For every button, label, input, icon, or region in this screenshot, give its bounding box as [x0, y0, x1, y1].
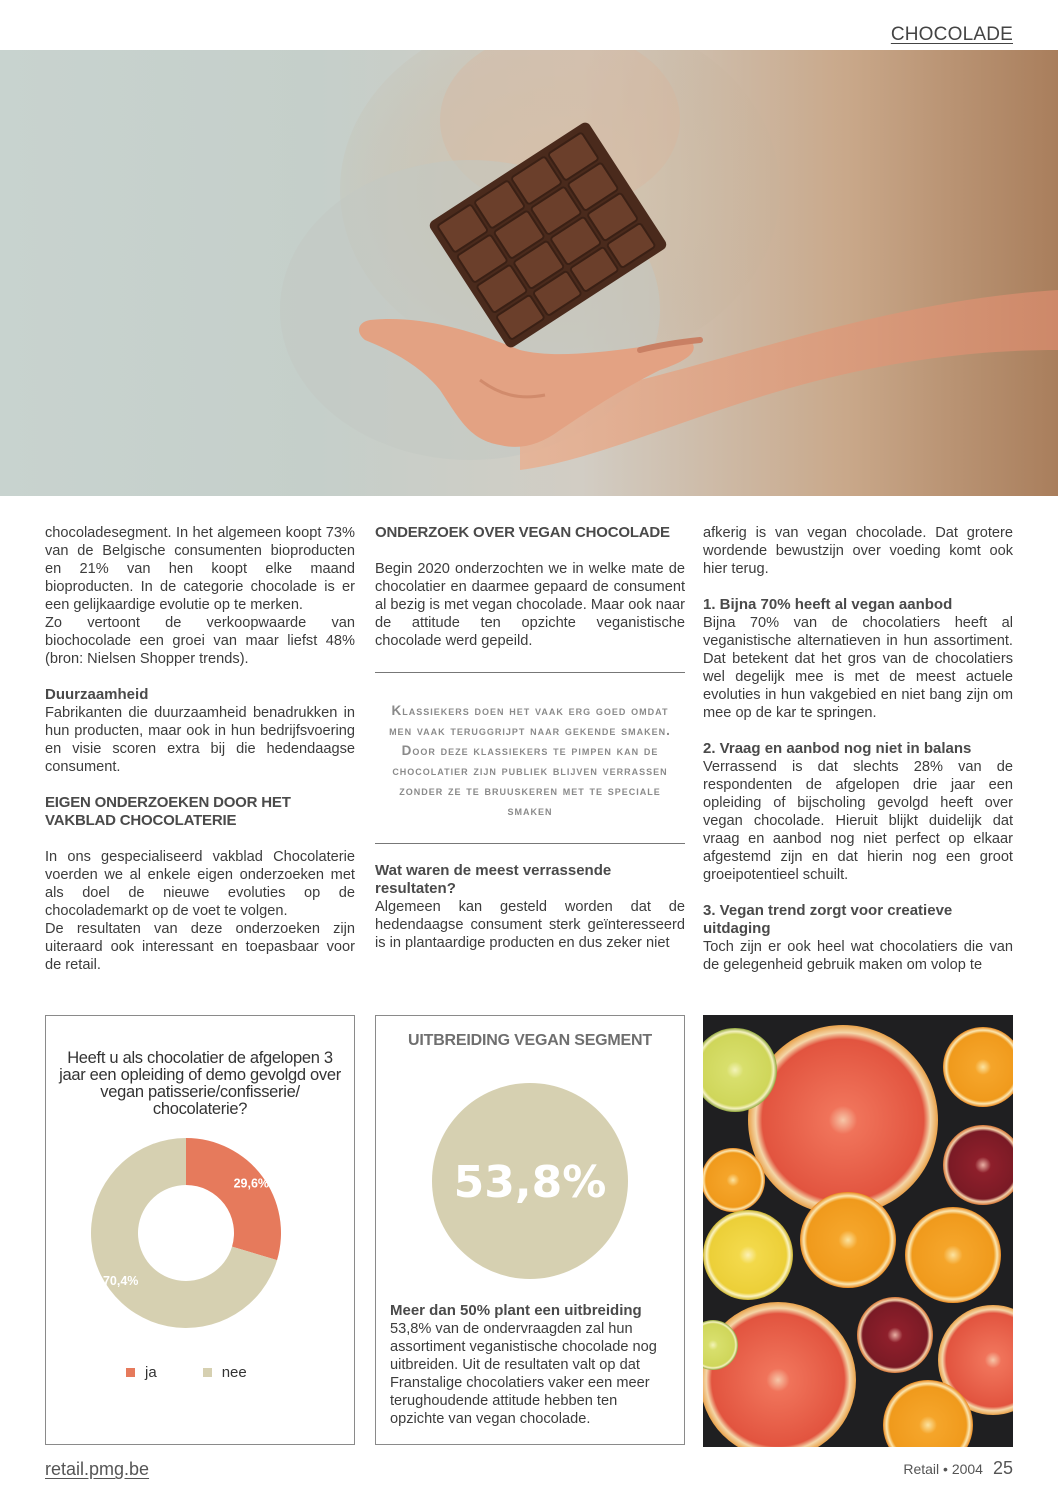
hero-illustration: [0, 50, 1058, 496]
footer-url[interactable]: retail.pmg.be: [45, 1459, 150, 1479]
donut-slice-ja: [186, 1138, 281, 1260]
box2-body: 53,8% van de ondervraagden zal hun assortiment veganistische chocolade nog uitbreiden. Uit de resultaten valt op dat Franstalige chocolatiers vaker een meer terughoudende attitude hebben ten opzichte van vegan chocolade.: [390, 1321, 657, 1427]
heading-vegan-trend: 3. Vegan trend zorgt voor creatieve uitdaging: [703, 902, 953, 937]
col2-paragraph-2: Algemeen kan gesteld worden dat de hedendaagse consument sterk geïnteresseerd is in plantaardige producten en dus zeker niet: [375, 899, 685, 951]
page-number: 25: [992, 1458, 1013, 1478]
section-label: CHOCOLADE: [890, 24, 1013, 45]
column-2: [375, 524, 685, 952]
heading-bijna-70: 1. Bijna 70% heeft al vegan aanbod: [703, 596, 953, 613]
column-1: [45, 524, 355, 974]
col2-paragraph-1: Begin 2020 onderzochten we in welke mate de chocolatier en daarmee gepaard de consument al bezig is met vegan chocolade. Maar ook naar de attitude ten opzichte veganistische chocolade werd gepeild.: [375, 561, 685, 649]
legend-item-nee: [203, 1364, 247, 1381]
col1-paragraph-4: In ons gespecialiseerd vakblad Chocolaterie voerden we al enkele eigen onderzoeken met als doel de nieuwe evoluties op de chocolademarkt op de voet te volgen.: [45, 849, 355, 919]
stat-value: 53,8%: [453, 1157, 607, 1208]
donut-label-nee: 70,4%: [102, 1274, 139, 1289]
heading-duurzaamheid: Duurzaamheid: [45, 686, 149, 703]
vegan-segment-box: [375, 1015, 685, 1445]
survey-chart-box: [45, 1015, 355, 1445]
citrus-illustration: [703, 1015, 1013, 1447]
footer-magazine: [903, 1458, 1013, 1479]
legend-swatch-nee: [203, 1368, 212, 1377]
heading-vraag-aanbod: 2. Vraag en aanbod nog niet in balans: [703, 740, 972, 757]
legend-label-nee: nee: [221, 1364, 247, 1381]
magazine-issue: Retail • 2004: [903, 1461, 983, 1477]
column-3: [703, 524, 1013, 974]
heading-verrassende-resultaten: Wat waren de meest verrassende resultaten?: [375, 862, 612, 897]
col1-paragraph-2: Zo vertoont de verkoopwaarde van biochocolade een groei van maar liefst 48% (bron: Nielsen Shopper trends).: [45, 615, 355, 667]
col3-paragraph-3: Verrassend is dat slechts 28% van de respondenten de afgelopen drie jaar een opleiding of bijscholing gevolgd heeft over vegan chocolade. Hieruit blijkt duidelijk dat vraag en aanbod nog niet perfect op elkaar afgestemd zijn en dat hierin nog een groot groeipotentieel schuilt.: [703, 759, 1013, 883]
col1-paragraph-1: chocoladesegment. In het algemeen koopt 73% van de Belgische consumenten bioproducten en 21% van hen koopt elke maand bioproducten. In de categorie chocolade is er een gelijkaardige evolutie op te merken.: [45, 525, 355, 613]
col3-paragraph-1: afkerig is van vegan chocolade. Dat grotere wordende bewustzijn over voeding komt ook hier terug.: [703, 525, 1013, 577]
chart-legend: [126, 1364, 247, 1381]
col3-paragraph-4: Toch zijn er ook heel wat chocolatiers die van de gelegenheid gebruik maken om volop te: [703, 939, 1013, 973]
citrus-photo: [703, 1015, 1013, 1447]
legend-label-ja: ja: [145, 1364, 157, 1381]
col3-paragraph-2: Bijna 70% van de chocolatiers heeft al veganistische alternatieven in hun assortiment. Dat betekent dat het gros van de chocolatiers wel degelijk mee is met de meest actuele evoluties in hun vakgebied en niet bang zijn om mee op de kar te springen.: [703, 615, 1013, 721]
big-stat-graphic: [376, 1061, 686, 1301]
box2-text: [390, 1302, 674, 1428]
chart-title: Heeft u als chocolatier de afgelopen 3 jaar een opleiding of demo gevolgd over vegan patisserie/confisserie/ chocolaterie?: [59, 1049, 341, 1118]
box2-title: UITBREIDING VEGAN SEGMENT: [408, 1032, 652, 1049]
heading-onderzoek-vegan: ONDERZOEK OVER VEGAN CHOCOLADE: [375, 524, 670, 541]
col1-paragraph-3: Fabrikanten die duurzaamheid benadrukken in hun producten, maar ook in hun bedrijfsvoering en visie scoren extra bij die hedendaagse consument.: [45, 705, 355, 775]
legend-item-ja: [126, 1364, 157, 1381]
donut-label-ja: 29,6%: [233, 1176, 270, 1191]
heading-eigen-onderzoeken: EIGEN ONDERZOEKEN DOOR HET VAKBLAD CHOCOLATERIE: [45, 794, 291, 829]
col1-paragraph-5: De resultaten van deze onderzoeken zijn uiteraard ook interessant en toepasbaar voor de retail.: [45, 921, 355, 973]
hero-photo: [0, 50, 1058, 496]
box2-subhead: Meer dan 50% plant een uitbreiding: [390, 1302, 642, 1319]
legend-swatch-ja: [126, 1368, 135, 1377]
pull-quote: [375, 672, 685, 844]
pull-quote-text: Klassiekers doen het vaak erg goed omdat men vaak teruggrijpt naar gekende smaken. Door deze klassiekers te pimpen kan de chocolatier zijn publiek blijven verrassen zonder ze te bruuskeren met te speciale smaken: [389, 703, 671, 818]
